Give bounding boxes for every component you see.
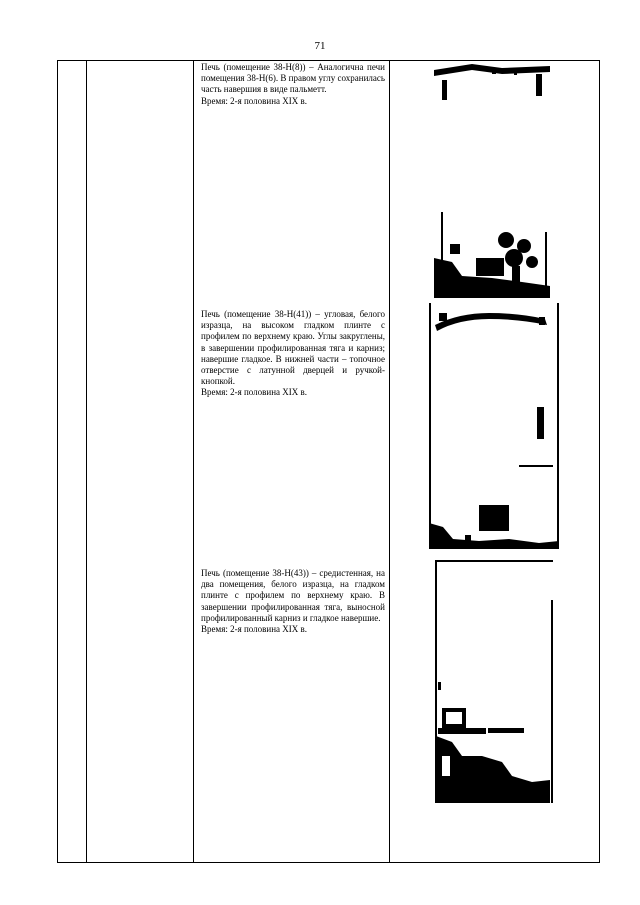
stove-entry xyxy=(201,568,385,635)
table-border-right xyxy=(599,60,600,863)
stove-description: Печь (помещение 38-Н(41)) – угловая, белого изразца, на высоком гладком плинте с профилем по верхнему краю. Углы закруглены, в завершении профилированная тяга и карниз; навершие гладкое. В нижней части – топочное отверстие с латунной дверцей и ручкой-кнопкой. xyxy=(201,309,385,387)
table-divider-2 xyxy=(193,60,194,863)
stove-dating: Время: 2-я половина XIX в. xyxy=(201,624,308,635)
stove-description: Печь (помещение 38-Н(8)) – Аналогична печи помещения 38-Н(6). В правом углу сохранилась часть навершия в виде пальметт. xyxy=(201,62,385,95)
stove-entry xyxy=(201,309,385,399)
table-border-left xyxy=(57,60,58,863)
table-divider-1 xyxy=(86,60,87,863)
table-divider-3 xyxy=(389,60,390,863)
stove-entry xyxy=(201,62,385,107)
stove-photo-icon xyxy=(432,62,552,298)
stove-photo-icon xyxy=(429,303,559,549)
stove-dating: Время: 2-я половина XIX в. xyxy=(201,95,308,106)
table-border-top xyxy=(57,60,600,61)
table-border-bottom xyxy=(57,862,600,863)
stove-dating: Время: 2-я половина XIX в. xyxy=(201,387,308,398)
page-number: 71 xyxy=(314,40,326,52)
stove-description: Печь (помещение 38-Н(43)) – средистенная, на два помещения, белого изразца, на гладком плинте с профилем по верхнему краю. В завершении профилированная тяга, выносной профилированный карниз и гладкое навершие. xyxy=(201,568,385,623)
stove-photo-icon xyxy=(432,560,554,803)
